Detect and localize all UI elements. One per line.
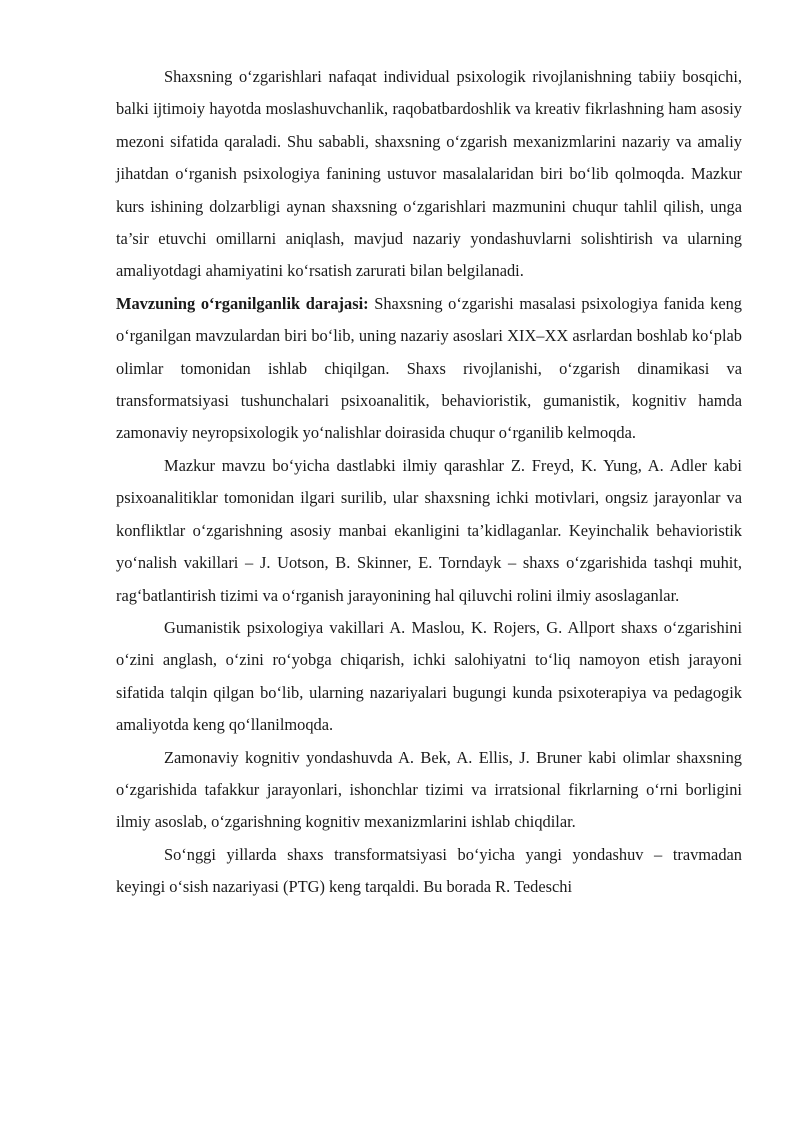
paragraph-cognitive: Zamonaviy kognitiv yondashuvda A. Bek, A. Ellis, J. Bruner kabi olimlar shaxsning o‘zgarishida tafakkur jarayonlari, ishonchlar tizimi va irratsional fikrlarning o‘rni borligini ilmiy asoslab, o‘zgarishning kognitiv mexanizmlarini ishlab chiqdilar. — [116, 747, 742, 832]
paragraph-ptg: So‘nggi yillarda shaxs transformatsiyasi bo‘yicha yangi yondashuv – travmadan keyingi o‘sish nazariyasi (PTG) keng tarqaldi. Bu borada R. Tedeschi — [116, 844, 742, 897]
paragraph-introduction: Shaxsning o‘zgarishlari nafaqat individual psixologik rivojlanishning tabiiy bosqichi, balki ijtimoiy hayotda moslashuvchanlik, raqobatbardoshlik va kreativ fikrlashning ham asosiy mezoni sifatida qaraladi. Shu sababli, shaxsning o‘zgarish mexanizmlarini nazariy va amaliy jihatdan o‘rganish psixologiya fanining ustuvor masalalaridan biri bo‘lib qolmoqda. Mazkur kurs ishining dolzarbligi aynan shaxsning o‘zgarishlari mazmunini chuqur tahlil qilish, unga ta’sir etuvchi omillarni aniqlash, mavjud nazariy yondashuvlarni solishtirish va ularning amaliyotdagi ahamiyatini ko‘rsatish zarurati bilan belgilanadi. — [116, 67, 742, 281]
paragraph-psychoanalytic-behaviorist: Mazkur mavzu bo‘yicha dastlabki ilmiy qarashlar Z. Freyd, K. Yung, A. Adler kabi psixoanalitiklar tomonidan ilgari surilib, ular shaxsning ichki motivlari, ongsiz jarayonlar va konfliktlar o‘zgarishning asosiy manbai ekanligini ta’kidlaganlar. Keyinchalik behavioristik yo‘nalish vakillari – J. Uotson, B. Skinner, E. Torndayk – shaxs o‘zgarishida tashqi muhit, rag‘batlantirish tizimi va o‘rganish jarayonining hal qiluvchi rolini ilmiy asoslaganlar. — [116, 455, 742, 605]
section-heading-study-level: Mavzuning o‘rganilganlik darajasi: — [116, 293, 369, 313]
document-body — [116, 61, 742, 904]
paragraph-study-level-text: Shaxsning o‘zgarishi masalasi psixologiya fanida keng o‘rganilgan mavzulardan biri bo‘lib, uning nazariy asoslari XIX–XX asrlardan boshlab ko‘plab olimlar tomonidan ishlab chiqilgan. Shaxs rivojlanishi, o‘zgarish dinamikasi va transformatsiyasi tushunchalari psixoanalitik, behavioristik, gumanistik, kognitiv hamda zamonaviy neyropsixologik yo‘nalishlar doirasida chuqur o‘rganilib kelmoqda. — [116, 293, 742, 443]
paragraph-humanistic: Gumanistik psixologiya vakillari A. Maslou, K. Rojers, G. Allport shaxs o‘zgarishini o‘zini anglash, o‘zini ro‘yobga chiqarish, ichki salohiyatni to‘liq namoyon etish jarayoni sifatida talqin qilgan bo‘lib, ularning nazariyalari bugungi kunda psixoterapiya va pedagogik amaliyotda keng qo‘llanilmoqda. — [116, 617, 742, 735]
paragraph-study-level — [116, 288, 742, 450]
